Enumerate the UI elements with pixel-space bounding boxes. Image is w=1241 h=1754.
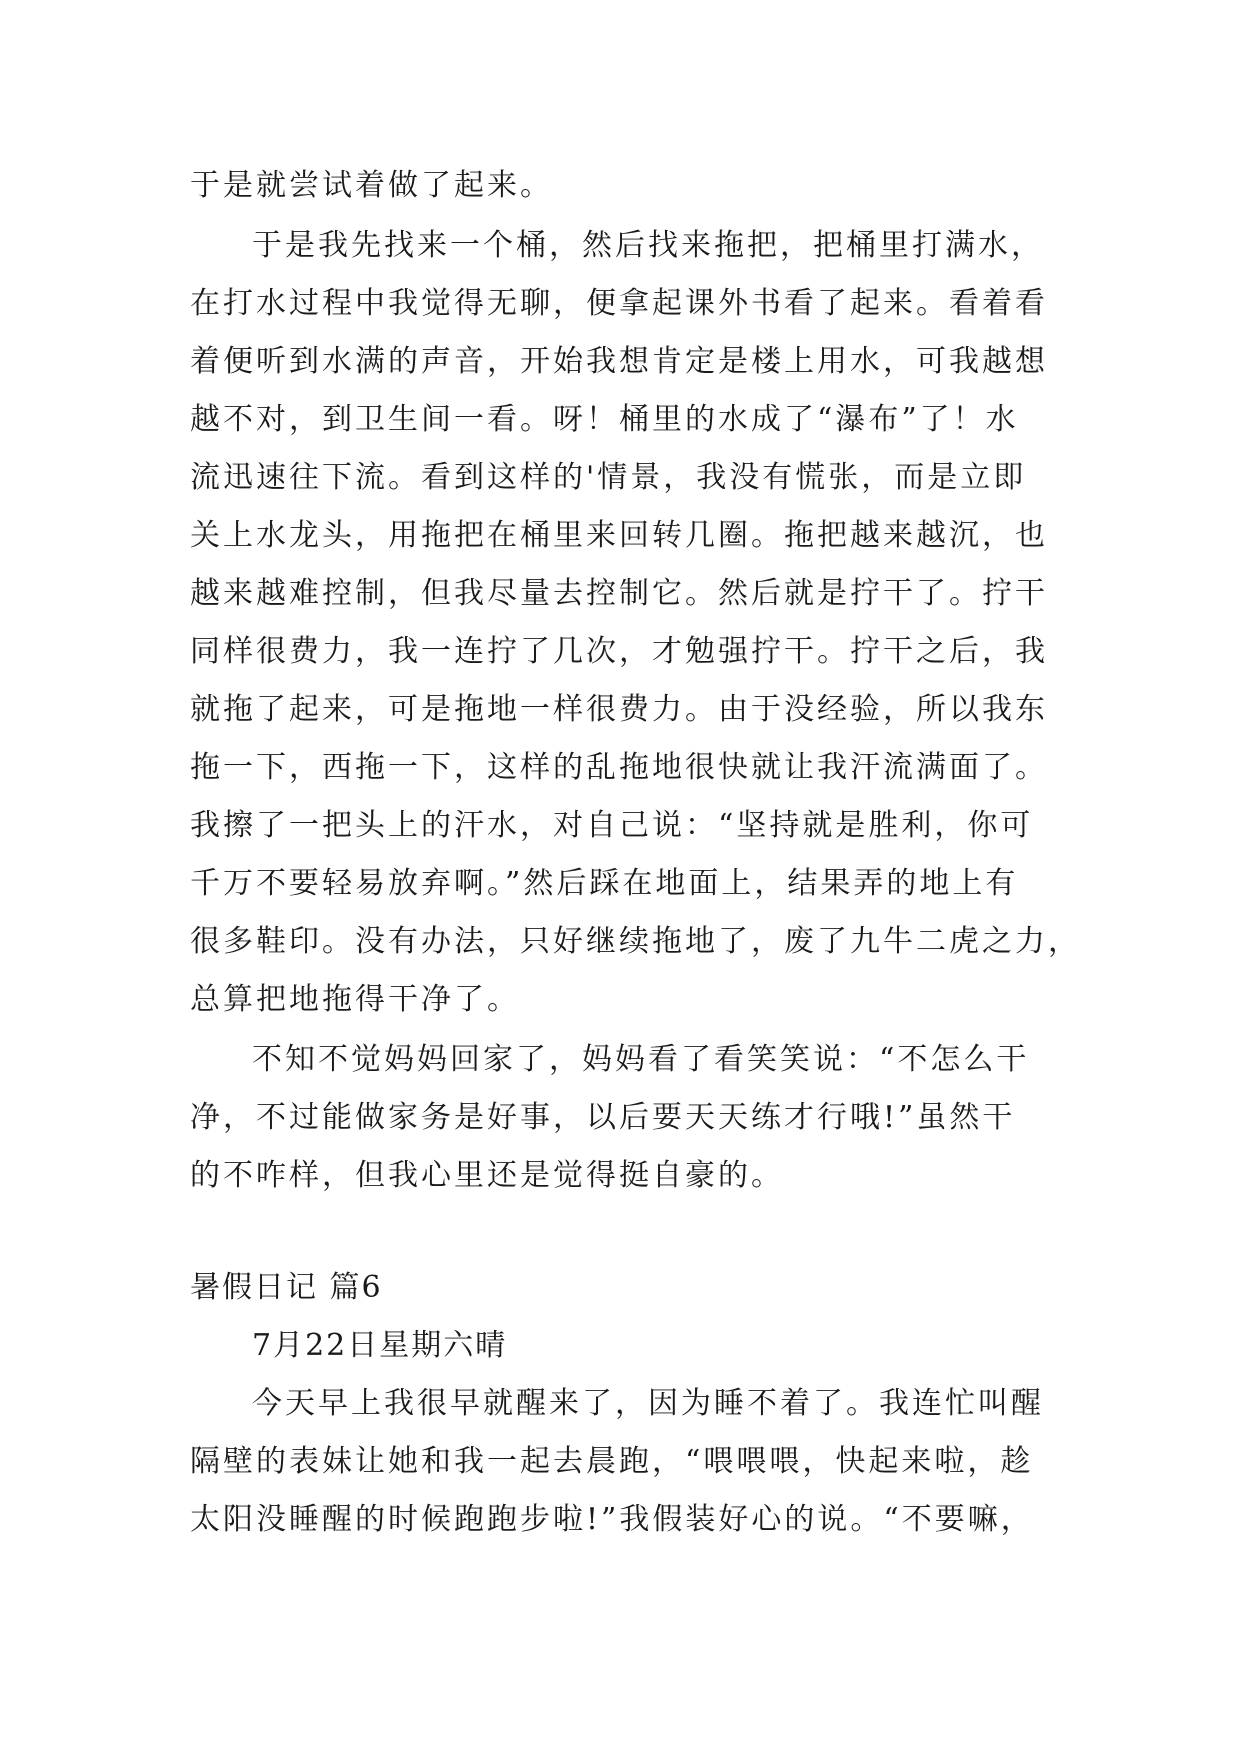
paragraph-line: 千万不要轻易放弃啊。”然后踩在地面上，结果弄的地上有 [190, 866, 1019, 901]
paragraph-line: 流迅速往下流。看到这样的'情景，我没有慌张，而是立即 [190, 460, 1027, 495]
paragraph-line: 于是我先找来一个桶，然后找来拖把，把桶里打满水， [252, 228, 1044, 263]
paragraph-line: 同样很费力，我一连拧了几次，才勉强拧干。拧干之后，我 [190, 634, 1048, 669]
paragraph-line: 隔壁的表妹让她和我一起去晨跑，“喂喂喂，快起来啦，趁 [190, 1444, 1034, 1479]
paragraph-line: 今天早上我很早就醒来了，因为睡不着了。我连忙叫醒 [252, 1386, 1044, 1421]
paragraph-line: 的不咋样，但我心里还是觉得挺自豪的。 [190, 1158, 784, 1193]
paragraph-line: 太阳没睡醒的时候跑跑步啦!”我假装好心的说。“不要嘛， [190, 1502, 1034, 1537]
paragraph-line: 不知不觉妈妈回家了，妈妈看了看笑笑说：“不怎么干 [252, 1042, 1030, 1077]
section-heading: 暑假日记 篇6 [190, 1270, 383, 1305]
paragraph-line: 就拖了起来，可是拖地一样很费力。由于没经验，所以我东 [190, 692, 1048, 727]
paragraph-line: 越不对，到卫生间一看。呀！桶里的水成了“瀑布”了！水 [190, 402, 1019, 437]
paragraph-line: 越来越难控制，但我尽量去控制它。然后就是拧干了。拧干 [190, 576, 1048, 611]
paragraph-line: 在打水过程中我觉得无聊，便拿起课外书看了起来。看着看 [190, 286, 1048, 321]
paragraph-line: 关上水龙头，用拖把在桶里来回转几圈。拖把越来越沉，也 [190, 518, 1048, 553]
diary-date: 7月22日星期六晴 [252, 1328, 508, 1363]
paragraph-line: 很多鞋印。没有办法，只好继续拖地了，废了九牛二虎之力， [190, 924, 1081, 959]
paragraph-line: 拖一下，西拖一下，这样的乱拖地很快就让我汗流满面了。 [190, 750, 1048, 785]
paragraph-line: 我擦了一把头上的汗水，对自己说：“坚持就是胜利，你可 [190, 808, 1034, 843]
paragraph-line: 着便听到水满的声音，开始我想肯定是楼上用水，可我越想 [190, 344, 1048, 379]
paragraph-line: 总算把地拖得干净了。 [190, 982, 520, 1017]
paragraph-line: 净，不过能做家务是好事，以后要天天练才行哦!”虽然干 [190, 1100, 1016, 1135]
paragraph-line: 于是就尝试着做了起来。 [190, 168, 553, 203]
